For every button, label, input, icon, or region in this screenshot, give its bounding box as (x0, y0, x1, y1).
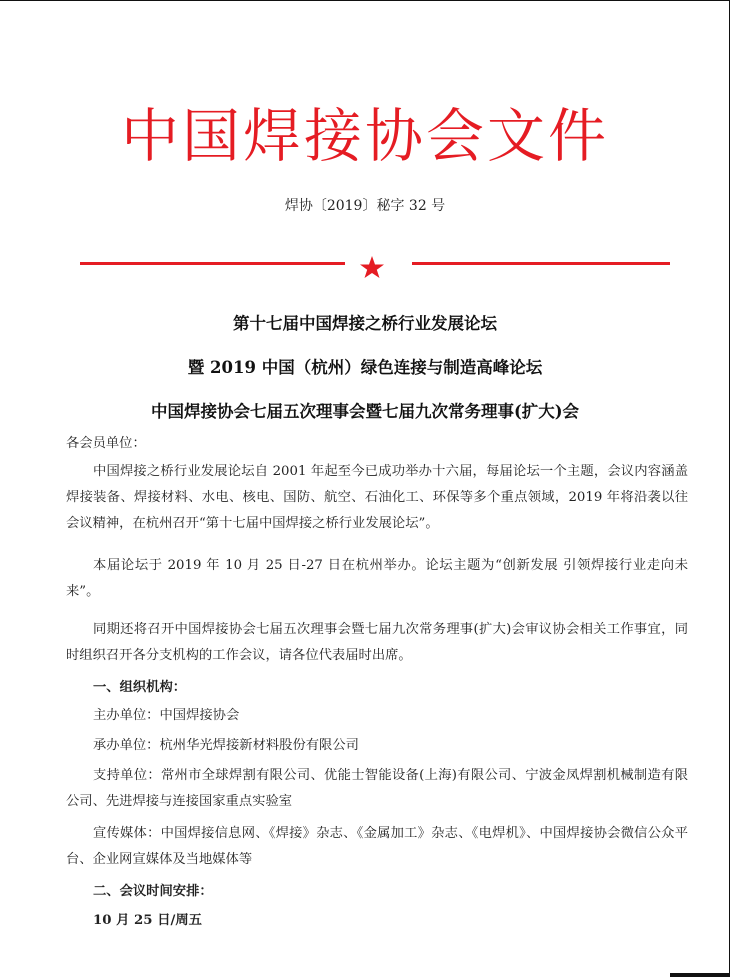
paragraph-history: 中国焊接之桥行业发展论坛自 2001 年起至今已成功举办十六届，每届论坛一个主题，会议内容涵盖焊接装备、焊接材料、水电、核电、国防、航空、石油化工、环保等多个重点领域，2019 年将沿袭以往会议精神，在杭州召开“第十七届中国焊接之桥行业发展论坛”。 (66, 464, 688, 531)
star-icon (358, 255, 386, 279)
salutation: 各会员单位： (66, 436, 146, 451)
document-title-line-3: 中国焊接协会七届五次理事会暨七届九次常务理事(扩大)会 (150, 402, 580, 421)
header-divider-left (80, 262, 345, 265)
document-title-line-1: 第十七届中国焊接之桥行业发展论坛 (233, 314, 497, 333)
paragraph-dates: 本届论坛于 2019 年 10 月 25 日-27 日在杭州举办。论坛主题为“创新发展 引领焊接行业走向未来”。 (66, 558, 688, 599)
host-unit: 主办单位：中国焊接协会 (93, 708, 240, 723)
header-divider-right (412, 262, 670, 265)
media-partners: 宣传媒体：中国焊接信息网、《焊接》杂志、《金属加工》杂志、《电焊机》、中国焊接协会微信公众平台、企业网宣媒体及当地媒体等 (66, 826, 688, 867)
supporting-units: 支持单位：常州市全球焊割有限公司、优能士智能设备(上海)有限公司、宁波金凤焊割机械制造有限公司、先进焊接与连接国家重点实验室 (66, 768, 688, 809)
page-border-bottom-mark (670, 973, 730, 977)
schedule-date: 10 月 25 日/周五 (93, 913, 202, 928)
page-border-top (0, 0, 730, 1)
paragraph-meeting: 同期还将召开中国焊接协会七届五次理事会暨七届九次常务理事(扩大)会审议协会相关工作事宜，同时组织召开各分支机构的工作会议，请各位代表届时出席。 (66, 622, 688, 663)
document-title-line-2: 暨 2019 中国（杭州）绿色连接与制造高峰论坛 (187, 358, 543, 377)
organizer-unit: 承办单位：杭州华光焊接新材料股份有限公司 (93, 738, 359, 753)
section-heading-organization: 一、组织机构： (93, 680, 187, 695)
document-org-header: 中国焊接协会文件 (120, 102, 609, 170)
section-heading-schedule: 二、会议时间安排： (93, 884, 213, 899)
document-number: 焊协〔2019〕秘字 32 号 (284, 198, 446, 214)
